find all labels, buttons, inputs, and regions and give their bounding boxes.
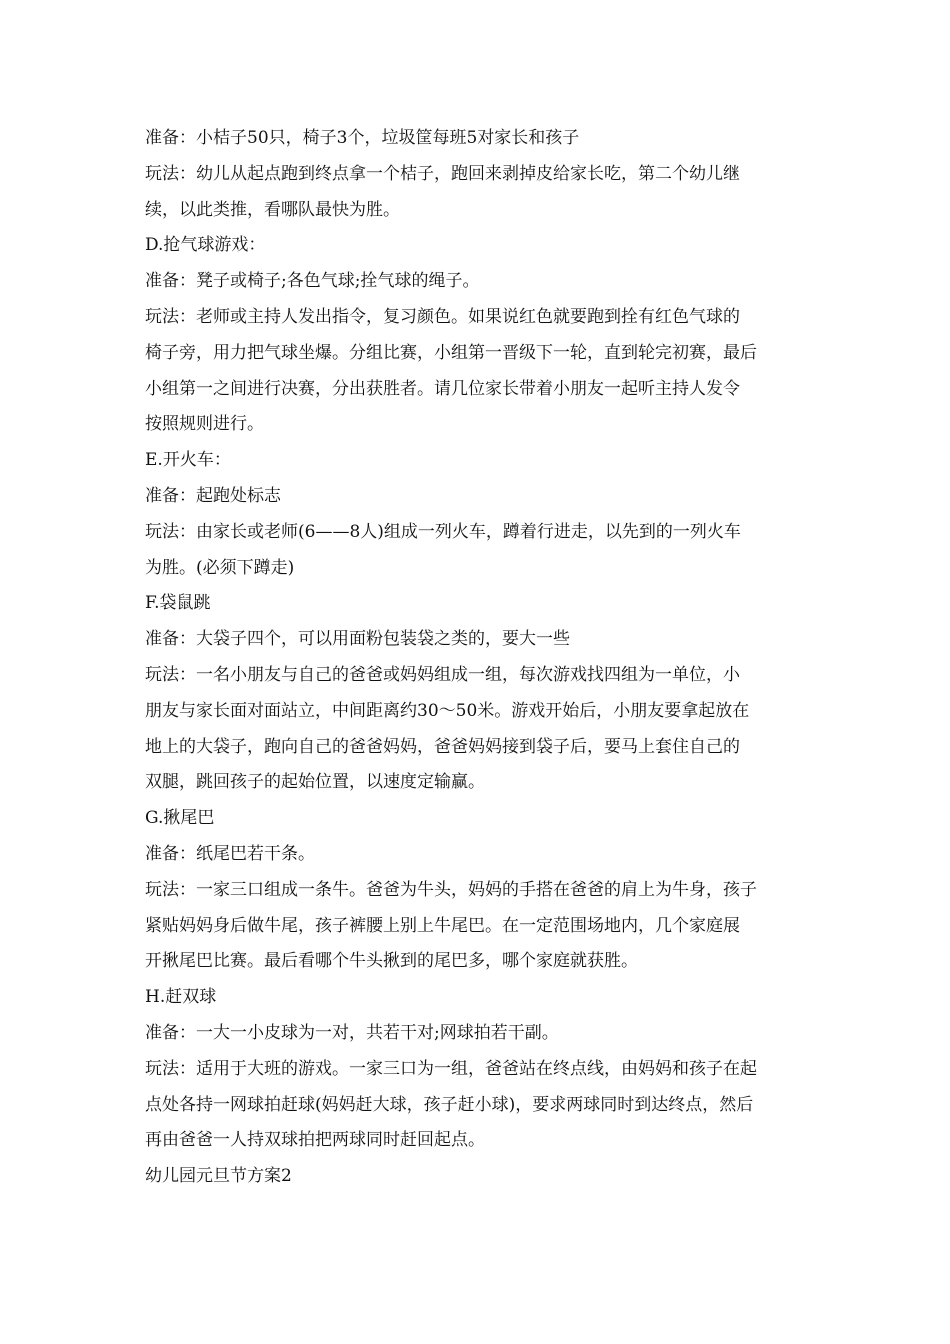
- text-line: 玩法：老师或主持人发出指令，复习颜色。如果说红色就要跑到拴有红色气球的: [145, 306, 740, 327]
- text-line: 准备：纸尾巴若干条。: [145, 843, 315, 864]
- text-line: 开揪尾巴比赛。最后看哪个牛头揪到的尾巴多，哪个家庭就获胜。: [145, 951, 638, 972]
- text-line: 准备：一大一小皮球为一对，共若干对;网球拍若干副。: [145, 1022, 559, 1043]
- document-body: [145, 121, 810, 1195]
- text-line: 玩法：由家长或老师(6——8人)组成一列火车，蹲着行进走，以先到的一列火车: [145, 521, 741, 542]
- text-line: D.抢气球游戏：: [145, 235, 266, 256]
- text-line: 为胜。(必须下蹲走): [145, 557, 295, 578]
- text-line: 准备：起跑处标志: [145, 485, 281, 506]
- text-line: 点处各持一网球拍赶球(妈妈赶大球，孩子赶小球)，要求两球同时到达终点，然后: [145, 1094, 754, 1115]
- text-line: 椅子旁，用力把气球坐爆。分组比赛，小组第一晋级下一轮，直到轮完初赛，最后: [145, 342, 757, 363]
- text-line: G.揪尾巴: [145, 808, 215, 829]
- text-line: 续，以此类推，看哪队最快为胜。: [145, 199, 400, 220]
- text-line: 地上的大袋子，跑向自己的爸爸妈妈，爸爸妈妈接到袋子后，要马上套住自己的: [145, 736, 740, 757]
- text-line: 朋友与家长面对面站立，中间距离约30～50米。游戏开始后，小朋友要拿起放在: [145, 700, 750, 721]
- text-line: 按照规则进行。: [145, 414, 264, 435]
- text-line: 玩法：一名小朋友与自己的爸爸或妈妈组成一组，每次游戏找四组为一单位，小: [145, 664, 740, 685]
- text-line: 玩法：适用于大班的游戏。一家三口为一组，爸爸站在终点线，由妈妈和孩子在起: [145, 1058, 757, 1079]
- text-line: 准备：小桔子50只，椅子3个，垃圾筐每班5对家长和孩子: [145, 128, 580, 148]
- text-line: F.袋鼠跳: [145, 593, 211, 614]
- text-line: 幼儿园元旦节方案2: [145, 1166, 292, 1187]
- text-line: 玩法：幼儿从起点跑到终点拿一个桔子，跑回来剥掉皮给家长吃，第二个幼儿继: [145, 163, 740, 184]
- text-line: 小组第一之间进行决赛，分出获胜者。请几位家长带着小朋友一起听主持人发令: [145, 378, 740, 399]
- text-line: E.开火车：: [145, 450, 231, 471]
- text-line: 紧贴妈妈身后做牛尾，孩子裤腰上别上牛尾巴。在一定范围场地内，几个家庭展: [145, 915, 740, 936]
- text-line: 准备：凳子或椅子;各色气球;拴气球的绳子。: [145, 271, 480, 292]
- text-line: 双腿，跳回孩子的起始位置，以速度定输赢。: [145, 772, 485, 793]
- text-line: H.赶双球: [145, 987, 217, 1008]
- text-line: 准备：大袋子四个，可以用面粉包装袋之类的，要大一些: [145, 629, 570, 650]
- text-line: 再由爸爸一人持双球拍把两球同时赶回起点。: [145, 1130, 485, 1151]
- text-line: 玩法：一家三口组成一条牛。爸爸为牛头，妈妈的手搭在爸爸的肩上为牛身，孩子: [145, 879, 757, 900]
